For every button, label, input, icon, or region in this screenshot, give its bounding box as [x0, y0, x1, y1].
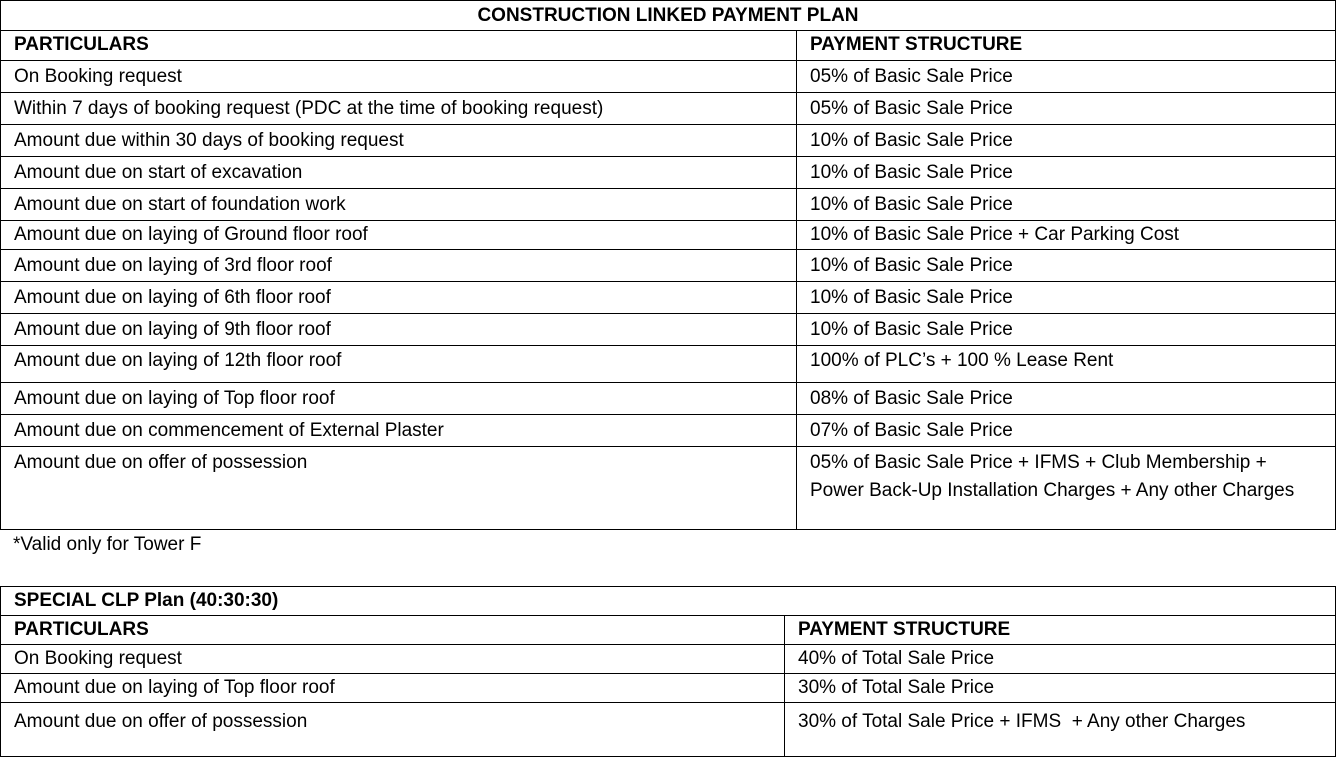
particulars-cell: Amount due on laying of Ground floor roof — [1, 221, 797, 250]
column-header-particulars: PARTICULARS — [1, 616, 785, 645]
table-row — [1, 447, 1336, 530]
payment-cell: 10% of Basic Sale Price — [797, 189, 1336, 221]
table-row — [1, 93, 1336, 125]
payment-cell: 10% of Basic Sale Price — [797, 250, 1336, 282]
payment-cell: 10% of Basic Sale Price — [797, 157, 1336, 189]
particulars-cell: On Booking request — [1, 645, 785, 674]
table-row — [1, 314, 1336, 346]
table-row — [1, 157, 1336, 189]
table-row — [1, 415, 1336, 447]
table-row — [1, 125, 1336, 157]
validity-note: *Valid only for Tower F — [13, 534, 202, 555]
particulars-cell: Amount due on start of excavation — [1, 157, 797, 189]
column-header-payment-structure: PAYMENT STRUCTURE — [797, 31, 1336, 61]
particulars-cell: On Booking request — [1, 61, 797, 93]
particulars-cell: Amount due on laying of 9th floor roof — [1, 314, 797, 346]
payment-cell: 05% of Basic Sale Price + IFMS + Club Membership + Power Back-Up Installation Charges + Any other Charges — [797, 447, 1336, 530]
particulars-cell: Amount due on laying of 12th floor roof — [1, 346, 797, 383]
table-row — [1, 703, 1336, 757]
table-row — [1, 674, 1336, 703]
special-clp-plan-table — [0, 586, 1336, 757]
particulars-cell: Amount due on laying of 3rd floor roof — [1, 250, 797, 282]
table-row — [1, 221, 1336, 250]
payment-cell: 05% of Basic Sale Price — [797, 93, 1336, 125]
payment-cell: 05% of Basic Sale Price — [797, 61, 1336, 93]
particulars-cell: Amount due on laying of 6th floor roof — [1, 282, 797, 314]
table-title: SPECIAL CLP Plan (40:30:30) — [1, 587, 1336, 616]
payment-cell: 10% of Basic Sale Price — [797, 282, 1336, 314]
table-header-row — [1, 616, 1336, 645]
table-title: CONSTRUCTION LINKED PAYMENT PLAN — [1, 1, 1336, 31]
payment-cell: 10% of Basic Sale Price — [797, 314, 1336, 346]
column-header-particulars: PARTICULARS — [1, 31, 797, 61]
table-row — [1, 189, 1336, 221]
payment-cell: 100% of PLC’s + 100 % Lease Rent — [797, 346, 1336, 383]
payment-cell: 10% of Basic Sale Price + Car Parking Cost — [797, 221, 1336, 250]
particulars-cell: Amount due on offer of possession — [1, 447, 797, 530]
particulars-cell: Within 7 days of booking request (PDC at the time of booking request) — [1, 93, 797, 125]
table-row — [1, 383, 1336, 415]
payment-cell: 08% of Basic Sale Price — [797, 383, 1336, 415]
table-row — [1, 645, 1336, 674]
table-row — [1, 282, 1336, 314]
column-header-payment-structure: PAYMENT STRUCTURE — [785, 616, 1336, 645]
table-row — [1, 61, 1336, 93]
particulars-cell: Amount due on laying of Top floor roof — [1, 383, 797, 415]
particulars-cell: Amount due on laying of Top floor roof — [1, 674, 785, 703]
table-header-row — [1, 31, 1336, 61]
payment-cell: 40% of Total Sale Price — [785, 645, 1336, 674]
particulars-cell: Amount due on start of foundation work — [1, 189, 797, 221]
particulars-cell: Amount due within 30 days of booking request — [1, 125, 797, 157]
table-row — [1, 250, 1336, 282]
table-row — [1, 346, 1336, 383]
payment-cell: 10% of Basic Sale Price — [797, 125, 1336, 157]
payment-cell: 30% of Total Sale Price — [785, 674, 1336, 703]
particulars-cell: Amount due on offer of possession — [1, 703, 785, 757]
payment-cell: 07% of Basic Sale Price — [797, 415, 1336, 447]
payment-cell: 30% of Total Sale Price + IFMS + Any other Charges — [785, 703, 1336, 757]
particulars-cell: Amount due on commencement of External Plaster — [1, 415, 797, 447]
